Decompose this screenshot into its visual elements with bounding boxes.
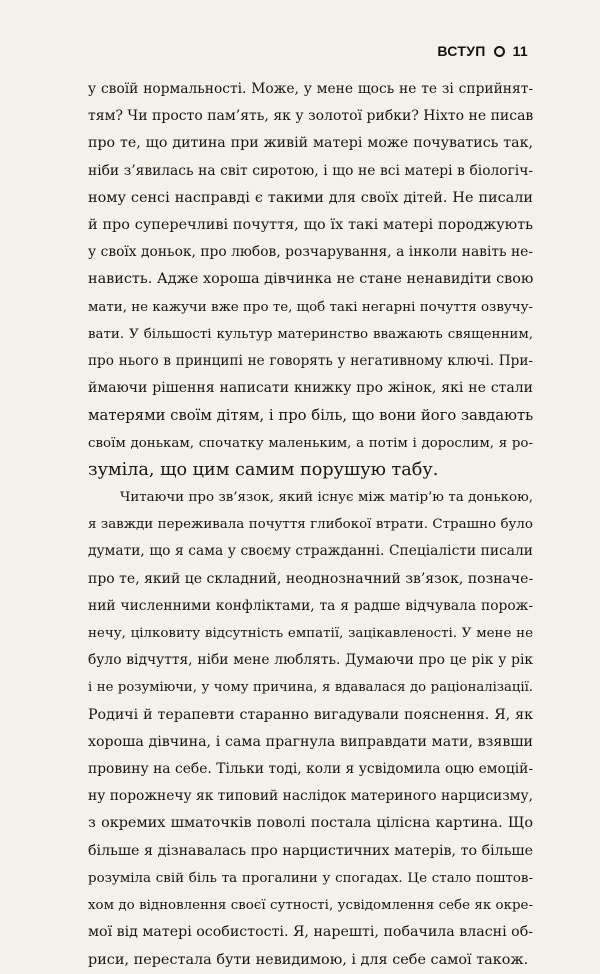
- paragraph: [88, 484, 533, 974]
- running-header: [437, 43, 528, 59]
- text-line: риси, перестала бути невидимою, і для себе самої також.: [88, 951, 529, 968]
- text-line: розуміла свій біль та прогалини у спогадах. Це стало поштов-: [88, 870, 533, 886]
- text-line: вати. У більшості культур материнство вважають священним,: [88, 326, 533, 342]
- text-line: про те, який це складний, неоднозначний зв’язок, позначе-: [88, 570, 534, 587]
- text-line: ніби з’явилась на світ сиротою, і що не всі матері в біологіч-: [88, 162, 533, 179]
- text-line: ймаючи рішення написати книжку про жінок, які не стали: [88, 380, 533, 397]
- text-line: більше я дізнавалась про нарцистичних матерів, то більше: [88, 842, 533, 859]
- text-line: хом до відновлення своєї сутності, усвідомлення себе як окре-: [88, 898, 533, 914]
- text-line: тям? Чи просто пам’ять, як у золотої рибки? Ніхто не писав: [88, 108, 534, 125]
- text-line: про нього в принципі не говорять у негативному ключі. При-: [88, 353, 533, 370]
- text-line: і не розуміючи, у чому причина, я вдавалася до раціоналізації.: [88, 680, 533, 696]
- text-line: мати, не кажучи вже про те, щоб такі негарні почуття озвучу-: [88, 299, 533, 315]
- circle-icon: [494, 46, 505, 57]
- text-line: ний численними конфліктами, та я радше відчувала порож-: [88, 597, 533, 614]
- text-line: своїм донькам, спочатку маленьким, а потім і дорослим, я ро-: [88, 435, 533, 451]
- text-line: було відчуття, ніби мене люблять. Думаючи про це рік у рік: [88, 652, 533, 669]
- text-line: нечу, цілковиту відсутність емпатії, зацікавленості. У мене не: [88, 626, 533, 642]
- text-line: й про суперечливі почуття, що їх такі матері породжують: [88, 217, 533, 234]
- text-line: нависть. Адже хороша дівчинка не стане ненавидіти свою: [88, 271, 534, 288]
- text-line: Читаючи про зв’язок, який існує між матір’ю та донькою,: [120, 490, 533, 506]
- text-line: у своїй нормальності. Може, у мене щось не те зі сприйнят-: [88, 81, 533, 97]
- body-text: [88, 76, 533, 974]
- paragraph: [88, 76, 533, 484]
- text-line: ному сенсі насправді є такими для своїх дітей. Не писали: [88, 189, 533, 206]
- chapter-label: ВСТУП: [437, 43, 486, 59]
- text-line: у своїх доньок, про любов, розчарування, а інколи навіть не-: [88, 244, 533, 261]
- text-line: зуміла, що цим самим порушую табу.: [88, 459, 439, 480]
- text-line: матерями своїм дітям, і про біль, що вони його завдають: [88, 407, 534, 425]
- text-line: з окремих шматочків поволі постала цілісна картина. Що: [88, 815, 533, 832]
- text-line: Родичі й терапевти старанно вигадували пояснення. Я, як: [88, 706, 533, 723]
- text-line: ну порожнечу як типовий наслідок материного нарцисизму,: [88, 788, 533, 805]
- text-line: я завжди переживала почуття глибокої втрати. Страшно було: [88, 517, 533, 533]
- text-line: мої від матері особистості. Я, нарешті, побачила власні об-: [88, 924, 534, 941]
- text-line: провину на себе. Тільки тоді, коли я усвідомила оцю емоцій-: [88, 761, 533, 778]
- text-line: про те, що дитина при живій матері може почуватись так,: [88, 135, 533, 152]
- page-number: 11: [512, 43, 528, 59]
- text-line: хороша дівчина, і сама прагнула виправдати мати, взявши: [88, 733, 533, 750]
- text-line: думати, що я сама у своєму стражданні. Спеціалісти писали: [88, 543, 533, 560]
